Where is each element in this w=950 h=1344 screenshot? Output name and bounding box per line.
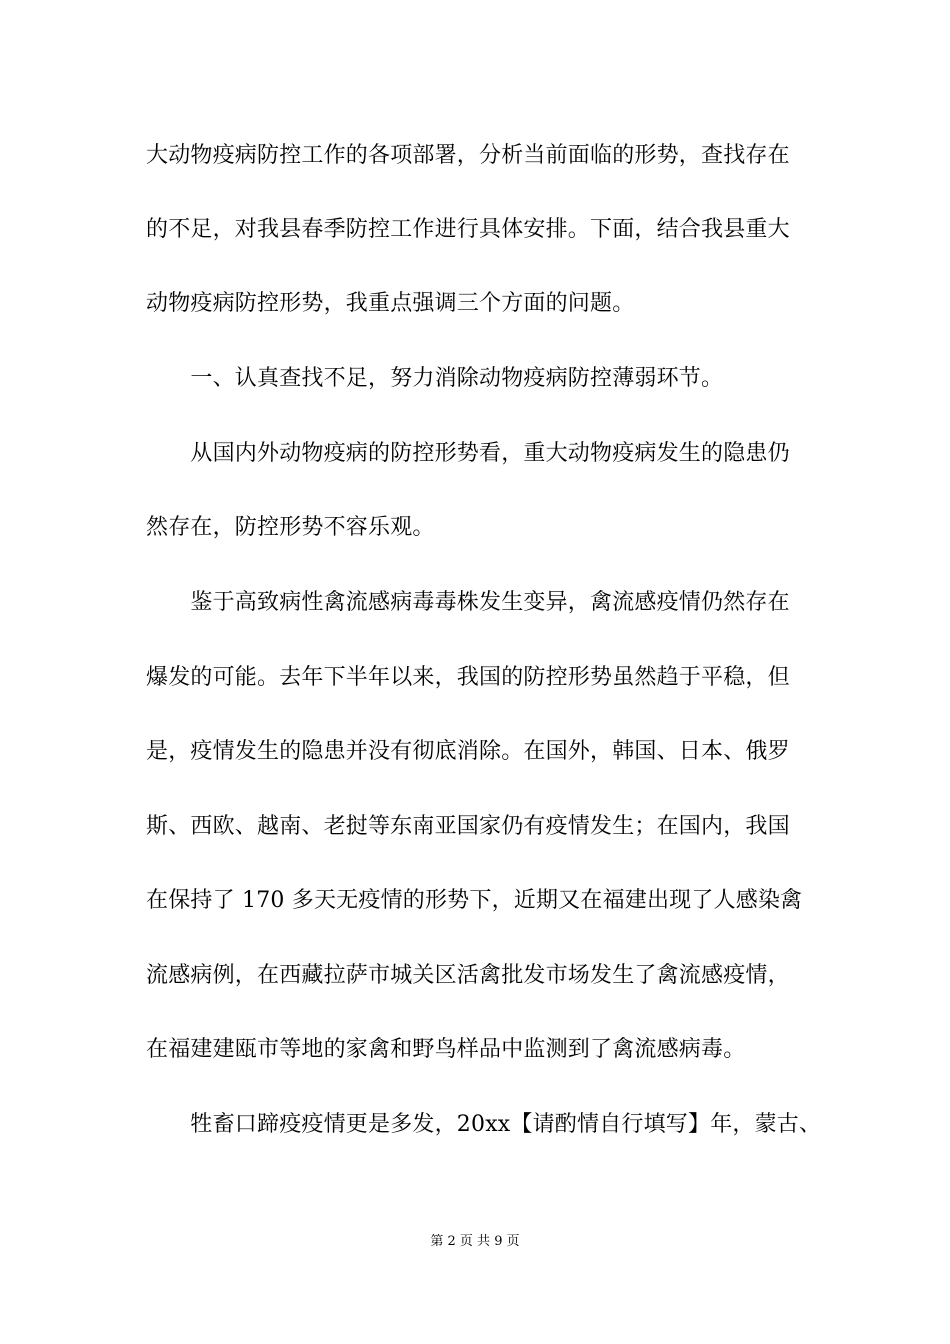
text-line: 在保持了 170 多天无疫情的形势下，近期又在福建出现了人感染禽 bbox=[146, 888, 803, 913]
text-line: 的不足，对我县春季防控工作进行具体安排。下面，结合我县重大 bbox=[146, 217, 790, 242]
text-line: 动物疫病防控形势，我重点强调三个方面的问题。 bbox=[146, 291, 635, 316]
text-line: 从国内外动物疫病的防控形势看，重大动物疫病发生的隐患仍 bbox=[146, 441, 790, 466]
text-line: 在福建建瓯市等地的家禽和野鸟样品中监测到了禽流感病毒。 bbox=[146, 1037, 746, 1062]
text-line: 流感病例，在西藏拉萨市城关区活禽批发市场发生了禽流感疫情， bbox=[146, 963, 790, 988]
text-line: 鉴于高致病性禽流感病毒毒株发生变异，禽流感疫情仍然存在 bbox=[146, 590, 790, 615]
text-line: 然存在，防控形势不容乐观。 bbox=[146, 515, 435, 540]
text-line: 大动物疫病防控工作的各项部署，分析当前面临的形势，查找存在 bbox=[146, 143, 790, 168]
page-number-footer: 第 2 页 共 9 页 bbox=[430, 1234, 520, 1249]
text-line: 爆发的可能。去年下半年以来，我国的防控形势虽然趋于平稳，但 bbox=[146, 665, 790, 690]
text-line: 牲畜口蹄疫疫情更是多发，20xx【请酌情自行填写】年，蒙古、 bbox=[146, 1112, 822, 1137]
text-line: 斯、西欧、越南、老挝等东南亚国家仍有疫情发生；在国内，我国 bbox=[146, 814, 790, 839]
text-line: 是，疫情发生的隐患并没有彻底消除。在国外，韩国、日本、俄罗 bbox=[146, 739, 790, 764]
section-heading: 一、认真查找不足，努力消除动物疫病防控薄弱环节。 bbox=[146, 366, 724, 391]
